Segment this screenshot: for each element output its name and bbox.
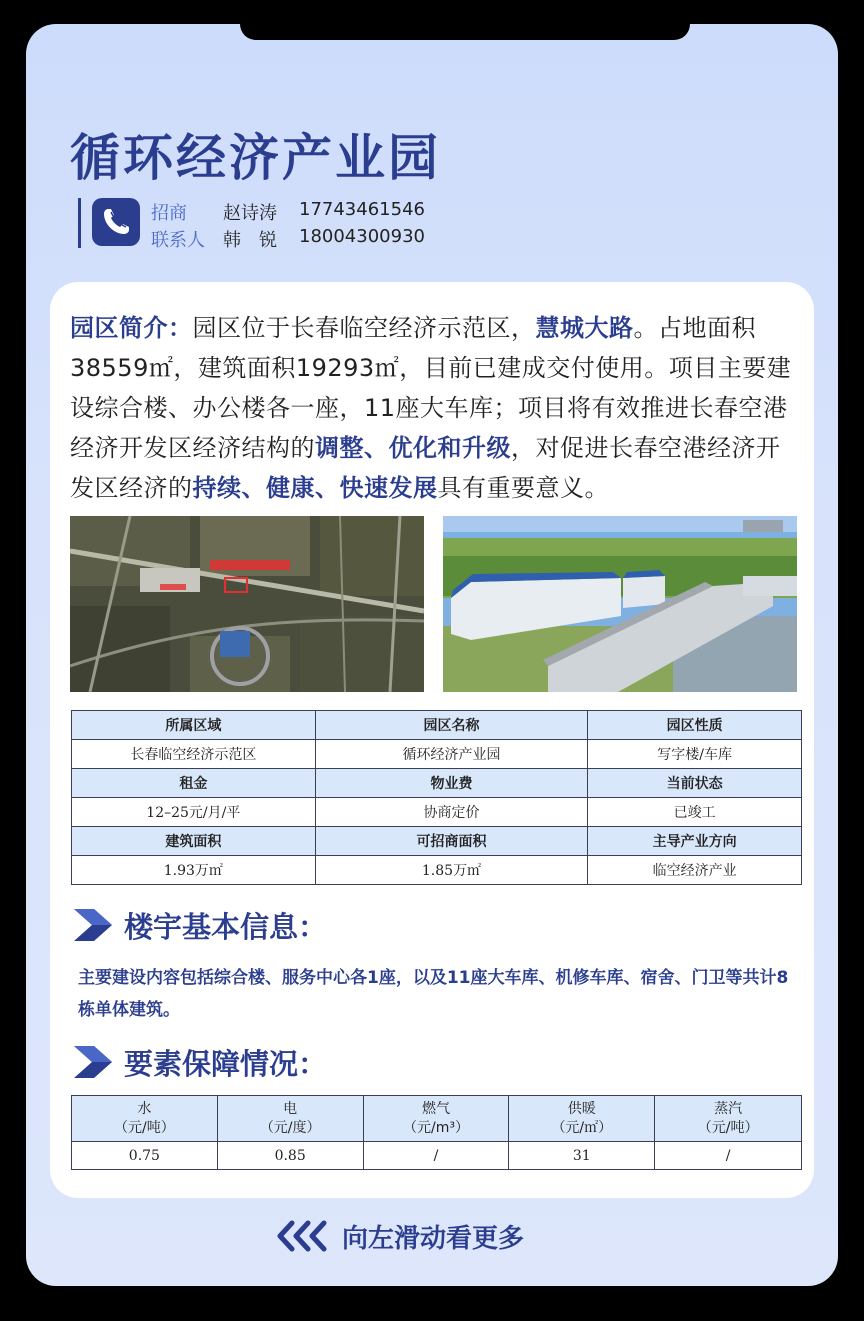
contact-phone[interactable]: 18004300930 xyxy=(299,226,425,247)
contact-name: 赵诗涛 xyxy=(223,203,277,224)
table-header-cell: 园区名称 xyxy=(315,711,588,740)
chevron-right-icon xyxy=(74,909,112,941)
table-cell: 1.93万㎡ xyxy=(72,856,316,885)
table-cell: 临空经济产业 xyxy=(588,856,802,885)
contact-label-2: 联系人 xyxy=(151,230,205,251)
intro-text: 园区位于长春临空经济示范区， xyxy=(192,314,536,342)
contact-phone[interactable]: 17743461546 xyxy=(299,199,425,220)
table-row xyxy=(72,798,802,827)
utility-name: 蒸汽 xyxy=(714,1100,743,1117)
table-cell: 1.85万㎡ xyxy=(315,856,588,885)
section-title: 楼宇基本信息： xyxy=(124,910,328,944)
utility-unit: （元/吨） xyxy=(697,1119,759,1136)
table-header-cell: 可招商面积 xyxy=(315,827,588,856)
utility-unit: （元/吨） xyxy=(114,1119,175,1136)
intro-label: 园区简介： xyxy=(70,314,193,342)
table-cell: / xyxy=(363,1142,509,1170)
building-photo-image xyxy=(443,516,797,692)
aerial-map-image xyxy=(70,516,424,692)
utility-name: 供暖 xyxy=(567,1100,596,1117)
table-header-cell xyxy=(72,1096,218,1142)
table-cell: 12–25元/月/平 xyxy=(72,798,316,827)
intro-highlight: 调整、优化和升级 xyxy=(315,434,511,462)
intro-highlight: 慧城大路 xyxy=(535,314,634,342)
contact-name: 韩 锐 xyxy=(223,230,277,251)
building-description: 主要建设内容包括综合楼、服务中心各1座，以及11座大车库、机修车库、宿舍、门卫等共计8栋单体建筑。 xyxy=(78,968,789,1020)
intro-text: 。占地面积38559㎡，建筑面积19293㎡，目前已建成交付使用。项目主要建设综合楼、办公楼各一座，11座大车库；项目将有效推进长春空港经济开发区经济结构的 xyxy=(70,314,792,462)
table-header-cell: 当前状态 xyxy=(588,769,802,798)
table-cell: 31 xyxy=(509,1142,655,1170)
table-header-cell: 物业费 xyxy=(315,769,588,798)
table-cell: 0.75 xyxy=(72,1142,218,1170)
park-intro xyxy=(70,308,800,508)
table-header-row xyxy=(72,827,802,856)
section-title: 要素保障情况： xyxy=(124,1047,328,1081)
utility-unit: （元/度） xyxy=(259,1119,321,1136)
table-header-cell: 园区性质 xyxy=(588,711,802,740)
utilities-table xyxy=(71,1095,802,1170)
table-row xyxy=(72,1142,802,1170)
intro-text: ，对促进长春空港经济开发区经济的 xyxy=(70,434,781,502)
table-cell: 长春临空经济示范区 xyxy=(72,740,316,769)
table-header-cell xyxy=(363,1096,509,1142)
utility-name: 水 xyxy=(137,1100,152,1117)
table-cell: 协商定价 xyxy=(315,798,588,827)
table-row xyxy=(72,856,802,885)
table-header-cell: 主导产业方向 xyxy=(588,827,802,856)
chevrons-left-icon xyxy=(276,1220,330,1252)
phone-icon xyxy=(92,198,140,246)
table-header-row xyxy=(72,769,802,798)
table-header-row xyxy=(72,1096,802,1142)
table-header-cell xyxy=(655,1096,802,1142)
table-header-cell: 所属区域 xyxy=(72,711,316,740)
intro-highlight: 持续、健康、快速发展 xyxy=(192,474,438,502)
utility-name: 燃气 xyxy=(421,1100,450,1117)
page-title: 循环经济产业园 xyxy=(70,129,441,187)
contact-divider xyxy=(78,198,81,248)
table-cell: / xyxy=(655,1142,802,1170)
table-header-cell xyxy=(217,1096,363,1142)
table-header-cell xyxy=(509,1096,655,1142)
park-info-table xyxy=(71,710,802,885)
table-cell: 写字楼/车库 xyxy=(588,740,802,769)
table-header-cell: 建筑面积 xyxy=(72,827,316,856)
utility-name: 电 xyxy=(283,1100,298,1117)
swipe-hint-text: 向左滑动看更多 xyxy=(342,1224,525,1254)
chevron-right-icon xyxy=(74,1046,112,1078)
table-header-cell: 租金 xyxy=(72,769,316,798)
utility-unit: （元/m³） xyxy=(403,1119,469,1136)
top-notch xyxy=(240,24,690,40)
table-row xyxy=(72,740,802,769)
table-header-row xyxy=(72,711,802,740)
table-cell: 循环经济产业园 xyxy=(315,740,588,769)
utility-unit: （元/㎡） xyxy=(551,1119,613,1136)
table-cell: 0.85 xyxy=(217,1142,363,1170)
table-cell: 已竣工 xyxy=(588,798,802,827)
contact-label-1: 招商 xyxy=(151,203,187,224)
intro-text: 具有重要意义。 xyxy=(437,474,609,502)
